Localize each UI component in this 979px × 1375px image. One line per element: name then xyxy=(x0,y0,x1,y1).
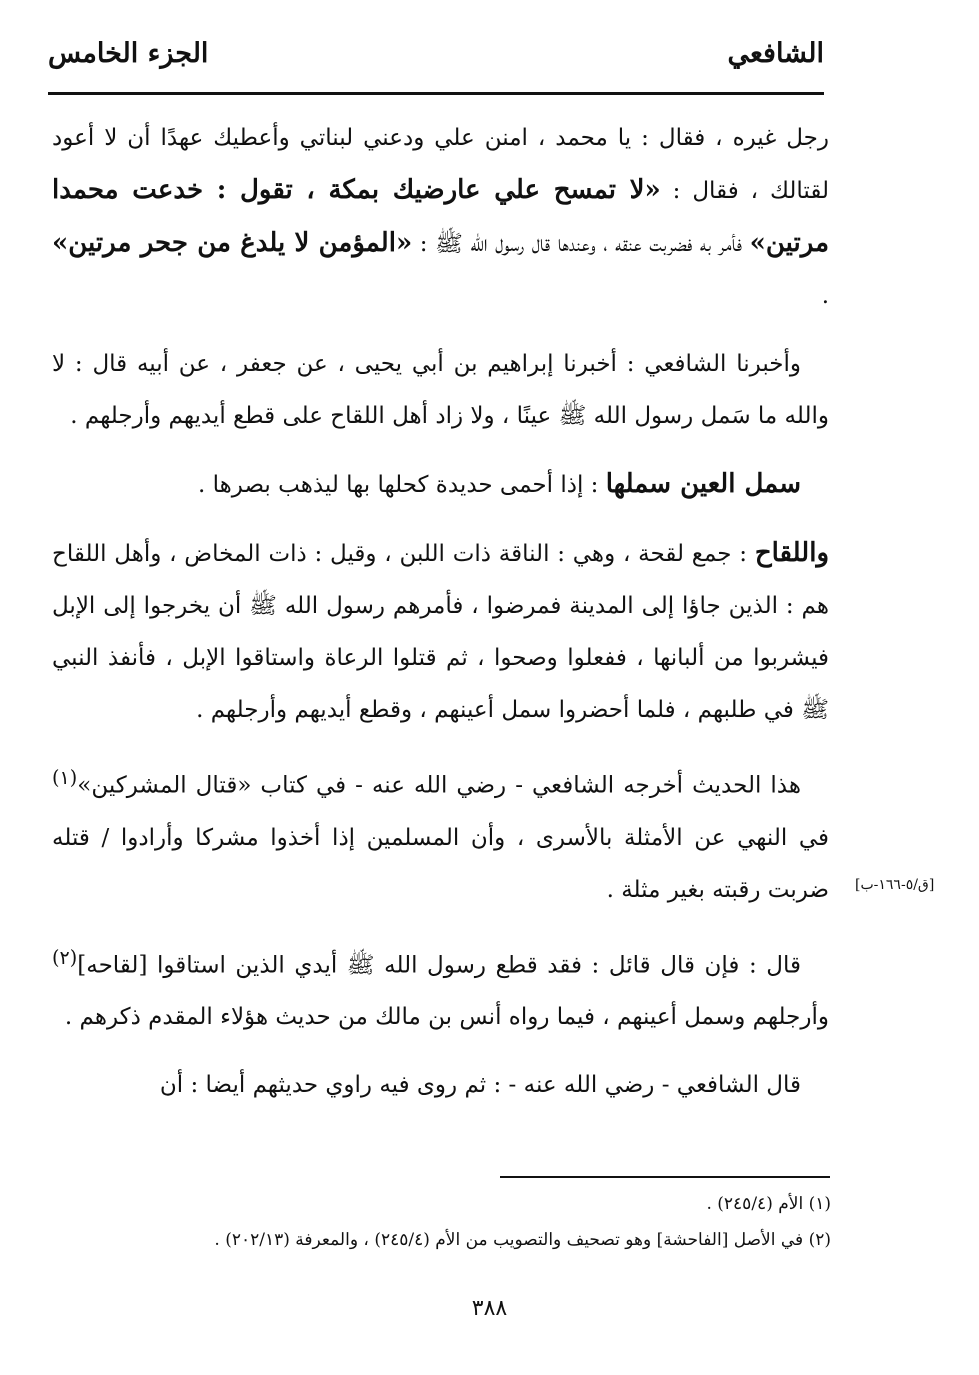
book-title: الشافعي xyxy=(727,38,824,69)
paragraph-2: وأخبرنا الشافعي : أخبرنا إبراهيم بن أبي يحيى ، عن جعفر ، عن أبيه قال : لا والله ما سَمل رسول الله ﷺ عينًا ، ولا زاد أهل اللقاح على قطع أيديهم وأرجلهم . xyxy=(52,351,829,429)
running-header xyxy=(48,38,824,90)
paragraph-1-text-c: فأمر به فضربت عنقه ، وعندها قال رسول الله ﷺ : xyxy=(412,231,750,257)
paragraph-6 xyxy=(52,932,829,1044)
paragraph-6-text-a: قال : فإن قال قائل : فقد قطع رسول الله ﷺ أيدي الذين استاقوا [لقاحه] xyxy=(77,952,801,979)
paragraph-4 xyxy=(52,527,829,736)
paragraph-6-text-b: وأرجلهم وسمل أعينهم ، فيما رواه أنس بن مالك من حديث هؤلاء المقدم ذكرهم . xyxy=(64,1004,829,1031)
paragraph-1-text-e: . xyxy=(821,283,829,309)
paragraph-5-text-b: في النهي عن الأمثلة بالأسرى ، وأن المسلمين إذا أخذوا مشركا وأرادوا / قتله ضربت رقبته بغير مثلة . xyxy=(52,824,829,903)
manuscript-folio-note: [ق/٥-١٦٦-ب] xyxy=(855,877,935,893)
footnote-1: (١) الأم (٢٤٥/٤) . xyxy=(706,1194,831,1214)
paragraph-1 xyxy=(52,112,829,322)
hadith-quote-1: «لا تمسح علي عارضيك بمكة ، تقول : خدعت محمدا مرتين» xyxy=(52,175,829,258)
paragraph-1-text-a: رجل غيره ، فقال : يا محمد ، امنن علي ودعني لبناتي وأعطيك عهدًا أن لا أعود لقتالك ، فقال : xyxy=(52,125,829,204)
paragraph-5 xyxy=(52,752,829,916)
definition-term-1: سمل العين سملها xyxy=(605,469,801,499)
hadith-quote-2: «المؤمن لا يلدغ من جحر مرتين» xyxy=(52,228,413,258)
footnote-ref-1: (١) xyxy=(52,766,78,789)
main-text xyxy=(52,112,829,1127)
page-number: ٣٨٨ xyxy=(471,1296,508,1321)
part-label: الجزء الخامس xyxy=(48,38,209,69)
header-rule xyxy=(48,92,824,95)
footnote-ref-2: (٢) xyxy=(52,945,78,969)
definition-text-2: : جمع لقحة ، وهي : الناقة ذات اللبن ، وقيل : ذات المخاض ، وأهل اللقاح هم : الذين جاؤا إلى المدينة فمرضوا ، فأمرهم رسول الله ﷺ أن يخرجوا إلى الإبل فيشربوا من ألبانها ، ففعلوا وصحوا ، ثم قتلوا الرعاة واستاقوا الإبل ، فأنفذ النبي ﷺ في طلبهم ، فلما أحضروا سمل أعينهم ، وقطع أيديهم وأرجلهم . xyxy=(52,541,829,723)
definition-term-2: واللقاح xyxy=(754,538,829,568)
paragraph-3 xyxy=(52,458,829,511)
paragraph-5-text-a: هذا الحديث أخرجه الشافعي - رضي الله عنه - في كتاب «قتال المشركين» xyxy=(77,772,801,799)
definition-text-1: : إذا أحمى حديدة كحلها بها ليذهب بصرها . xyxy=(198,472,606,498)
footnote-rule xyxy=(500,1176,830,1178)
paragraph-7: قال الشافعي - رضي الله عنه - : ثم روى فيه راوي حديثهم أيضا : أن xyxy=(159,1072,801,1099)
footnote-2: (٢) في الأصل [الفاحشة] وهو تصحيف والتصويب من الأم (٢٤٥/٤) ، والمعرفة (٢٠٢/١٣) . xyxy=(214,1230,831,1250)
footnotes xyxy=(52,1186,831,1258)
